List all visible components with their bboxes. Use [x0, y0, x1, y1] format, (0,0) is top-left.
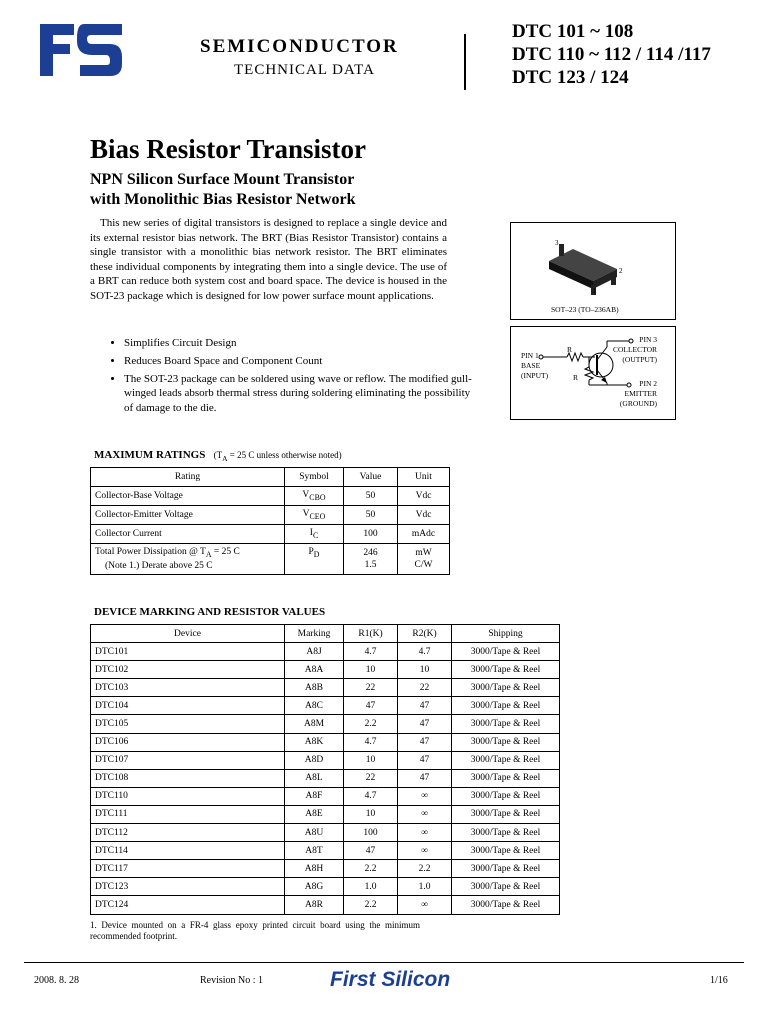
device-cell: DTC124 [91, 896, 285, 914]
r2-cell: 47 [398, 697, 452, 715]
r2-cell: 47 [398, 751, 452, 769]
shipping-cell: 3000/Tape & Reel [452, 878, 560, 896]
pin1-label [521, 351, 548, 381]
header-cell: Shipping [452, 625, 560, 643]
shipping-cell: 3000/Tape & Reel [452, 787, 560, 805]
device-cell: DTC114 [91, 842, 285, 860]
r2-cell: ∞ [398, 842, 452, 860]
package-diagram-box [510, 222, 676, 320]
footer-page-number: 1/16 [710, 975, 728, 986]
table-row [91, 715, 560, 733]
fs-logo [40, 24, 122, 76]
value-cell: 50 [344, 487, 398, 506]
pinout-diagram-box [510, 326, 676, 420]
device-cell: DTC103 [91, 679, 285, 697]
r2-cell: ∞ [398, 787, 452, 805]
device-cell: DTC104 [91, 697, 285, 715]
table-row [91, 697, 560, 715]
marking-cell: A8E [285, 805, 344, 823]
device-cell: DTC107 [91, 751, 285, 769]
device-cell: DTC105 [91, 715, 285, 733]
device-cell: DTC117 [91, 860, 285, 878]
rating-cell: Collector Current [91, 525, 285, 544]
marking-cell: A8R [285, 896, 344, 914]
model-line-2: DTC 110 ~ 112 / 114 /117 [512, 44, 711, 65]
table-row [91, 525, 450, 544]
r2-cell: 10 [398, 661, 452, 679]
r1-cell: 10 [344, 805, 398, 823]
package-pin-2-label: 2 [619, 267, 623, 275]
pin3-role: (OUTPUT) [622, 355, 657, 364]
header-cell: Device [91, 625, 285, 643]
marking-cell: A8U [285, 824, 344, 842]
r1-cell: 22 [344, 769, 398, 787]
table-row [91, 544, 450, 575]
pin2-name: EMITTER [624, 389, 657, 398]
marking-cell: A8T [285, 842, 344, 860]
package-caption: SOT–23 (TO–236AB) [551, 305, 619, 314]
r2-cell: 4.7 [398, 643, 452, 661]
unit-cell: mAdc [398, 525, 450, 544]
r1-cell: 100 [344, 824, 398, 842]
r2-cell: 47 [398, 769, 452, 787]
feature-item: • The SOT-23 package can be soldered using wave or reflow. The modified gull-winged leads absorb thermal stress during soldering eliminating the possibility of damage to the die. [124, 372, 474, 416]
table-row [91, 787, 560, 805]
pin3-label [613, 335, 657, 365]
shipping-cell: 3000/Tape & Reel [452, 769, 560, 787]
r1-cell: 10 [344, 751, 398, 769]
pin3-name: COLLECTOR [612, 345, 657, 354]
subtitle-line-1: NPN Silicon Surface Mount Transistor [90, 171, 355, 188]
rating-cell: Total Power Dissipation @ $T_A = 25$ C (Note 1.) Derate above 25 C [91, 544, 285, 575]
package-pin-1-label: 1 [593, 287, 597, 295]
resistor-r2-label: R [573, 373, 579, 382]
company-name: SEMICONDUCTOR [200, 36, 399, 57]
r2-cell: 1.0 [398, 878, 452, 896]
table-header-row [91, 468, 450, 487]
subtitle-line-2: with Monolithic Bias Resistor Network [90, 191, 356, 208]
header-cell: R2(K) [398, 625, 452, 643]
pin2-number: PIN 2 [639, 379, 657, 388]
device-cell: DTC108 [91, 769, 285, 787]
header-cell: Symbol [285, 468, 344, 487]
device-cell: DTC110 [91, 787, 285, 805]
table-row [91, 643, 560, 661]
footer-rule [24, 962, 744, 963]
table-header-row [91, 625, 560, 643]
footer-date: 2008. 8. 28 [34, 975, 79, 986]
r2-cell: 47 [398, 715, 452, 733]
pin2-role: (GROUND) [619, 399, 657, 408]
table-row [91, 805, 560, 823]
table-row [91, 878, 560, 896]
r1-cell: 4.7 [344, 643, 398, 661]
sot23-package-icon [511, 223, 675, 303]
shipping-cell: 3000/Tape & Reel [452, 842, 560, 860]
marking-cell: A8J [285, 643, 344, 661]
table-row [91, 661, 560, 679]
marking-cell: A8L [285, 769, 344, 787]
marking-cell: A8B [285, 679, 344, 697]
table-row [91, 679, 560, 697]
symbol-cell: $V_{CBO}$ [285, 487, 344, 506]
r1-cell: 1.0 [344, 878, 398, 896]
feature-item: • Simplifies Circuit Design [124, 336, 474, 351]
header-divider [464, 34, 466, 90]
technical-data-label: TECHNICAL DATA [234, 62, 375, 78]
shipping-cell: 3000/Tape & Reel [452, 805, 560, 823]
value-cell: 50 [344, 506, 398, 525]
shipping-cell: 3000/Tape & Reel [452, 751, 560, 769]
marking-cell: A8K [285, 733, 344, 751]
value-cell: 100 [344, 525, 398, 544]
device-cell: DTC106 [91, 733, 285, 751]
r2-cell: 22 [398, 679, 452, 697]
rating-cell: Collector-Base Voltage [91, 487, 285, 506]
marking-cell: A8M [285, 715, 344, 733]
page-subtitle [90, 170, 355, 210]
package-pin-3-label: 3 [555, 239, 559, 247]
max-ratings-title: MAXIMUM RATINGS [94, 449, 206, 461]
pin1-role: (INPUT) [521, 371, 549, 380]
intro-paragraph: This new series of digital transistors is designed to replace a single device and its external resistor bias network. The BRT (Bias Resistor Transistor) contains a single transistor with a monolithic bias network resistor. The BRT eliminates these individual components by integrating them into a single device. The use of a BRT can reduce both system cost and board space. The device is housed in the SOT-23 package which is designed for low power surface mount applications. [90, 217, 447, 302]
shipping-cell: 3000/Tape & Reel [452, 679, 560, 697]
symbol-cell: $I_C$ [285, 525, 344, 544]
feature-list [108, 336, 474, 419]
table-row [91, 487, 450, 506]
header-cell: R1(K) [344, 625, 398, 643]
marking-cell: A8G [285, 878, 344, 896]
r1-cell: 2.2 [344, 896, 398, 914]
r2-cell: ∞ [398, 824, 452, 842]
page-title: Bias Resistor Transistor [90, 134, 367, 164]
brand-logo: First Silicon [330, 968, 451, 991]
table-row [91, 860, 560, 878]
table-row [91, 842, 560, 860]
shipping-cell: 3000/Tape & Reel [452, 715, 560, 733]
table-row [91, 769, 560, 787]
pin2-label [620, 379, 657, 409]
max-ratings-table [90, 467, 450, 575]
shipping-cell: 3000/Tape & Reel [452, 896, 560, 914]
header-cell: Unit [398, 468, 450, 487]
marking-cell: A8C [285, 697, 344, 715]
header-cell: Rating [91, 468, 285, 487]
footer-revision: Revision No : 1 [200, 975, 264, 986]
r1-cell: 22 [344, 679, 398, 697]
pin1-name: BASE [521, 361, 541, 370]
unit-cell: Vdc [398, 506, 450, 525]
r1-cell: 4.7 [344, 787, 398, 805]
device-cell: DTC112 [91, 824, 285, 842]
table-row [91, 751, 560, 769]
table-row [91, 896, 560, 914]
device-cell: DTC111 [91, 805, 285, 823]
shipping-cell: 3000/Tape & Reel [452, 661, 560, 679]
rating-cell: Collector-Emitter Voltage [91, 506, 285, 525]
value-cell: 246 1.5 [344, 544, 398, 575]
pin1-number: PIN 1 [521, 351, 539, 360]
device-cell: DTC102 [91, 661, 285, 679]
pin3-number: PIN 3 [639, 335, 657, 344]
r1-cell: 47 [344, 697, 398, 715]
unit-cell: Vdc [398, 487, 450, 506]
r1-cell: 2.2 [344, 715, 398, 733]
r1-cell: 4.7 [344, 733, 398, 751]
model-line-3: DTC 123 / 124 [512, 67, 629, 88]
header-cell: Value [344, 468, 398, 487]
max-ratings-heading [94, 449, 342, 463]
table-row [91, 824, 560, 842]
symbol-cell: $P_D$ [285, 544, 344, 575]
r1-cell: 47 [344, 842, 398, 860]
marking-cell: A8D [285, 751, 344, 769]
r2-cell: ∞ [398, 805, 452, 823]
symbol-cell: $V_{CEO}$ [285, 506, 344, 525]
model-list [512, 20, 711, 89]
shipping-cell: 3000/Tape & Reel [452, 733, 560, 751]
device-table-body [91, 643, 560, 914]
shipping-cell: 3000/Tape & Reel [452, 824, 560, 842]
unit-cell: mW C/W [398, 544, 450, 575]
resistor-r1-label: R [567, 345, 573, 354]
r2-cell: 2.2 [398, 860, 452, 878]
marking-cell: A8A [285, 661, 344, 679]
max-ratings-note: ($T_A = 25$ C unless otherwise noted) [213, 450, 342, 463]
r1-cell: 10 [344, 661, 398, 679]
marking-cell: A8F [285, 787, 344, 805]
device-marking-table [90, 624, 560, 915]
marking-cell: A8H [285, 860, 344, 878]
model-line-1: DTC 101 ~ 108 [512, 21, 634, 42]
r2-cell: 47 [398, 733, 452, 751]
marking-heading: DEVICE MARKING AND RESISTOR VALUES [94, 606, 326, 618]
feature-item: • Reduces Board Space and Component Count [124, 354, 474, 369]
table-row [91, 506, 450, 525]
table-row [91, 733, 560, 751]
device-cell: DTC101 [91, 643, 285, 661]
r2-cell: ∞ [398, 896, 452, 914]
footnote: 1. Device mounted on a FR-4 glass epoxy printed circuit board using the minimum recommended footprint. [90, 920, 420, 941]
header-cell: Marking [285, 625, 344, 643]
shipping-cell: 3000/Tape & Reel [452, 860, 560, 878]
device-cell: DTC123 [91, 878, 285, 896]
r1-cell: 2.2 [344, 860, 398, 878]
shipping-cell: 3000/Tape & Reel [452, 697, 560, 715]
shipping-cell: 3000/Tape & Reel [452, 643, 560, 661]
